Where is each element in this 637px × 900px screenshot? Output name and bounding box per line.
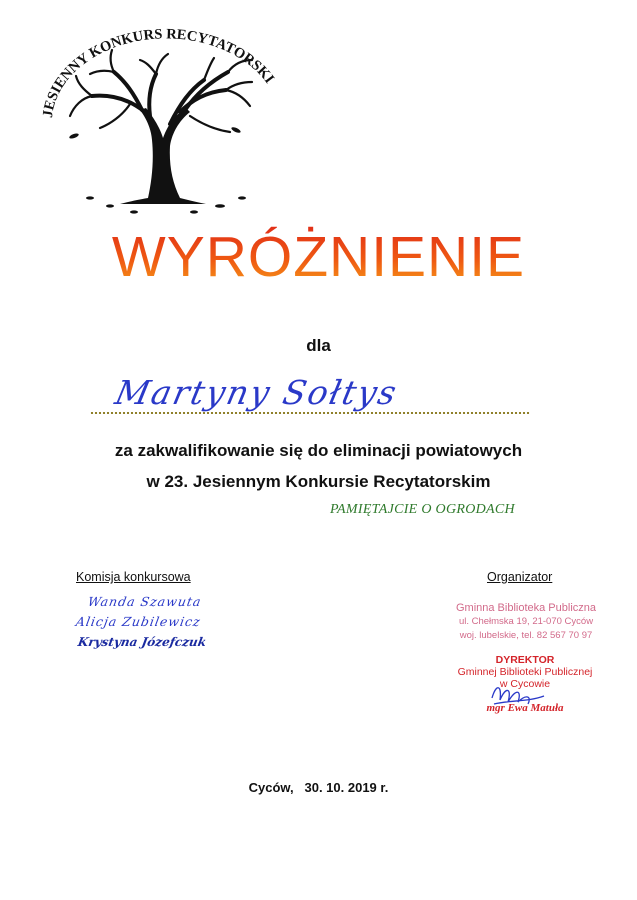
- name-dotted-line: [90, 412, 530, 414]
- stamp-line: ul. Chełmska 19, 21-070 Cyców: [458, 616, 594, 627]
- organizer-heading: Organizator: [487, 570, 553, 584]
- competition-motto: PAMIĘTAJCIE O OGRODACH: [330, 502, 515, 517]
- stamp-line: woj. lubelskie, tel. 82 567 70 97: [459, 630, 593, 641]
- jury-signature: Alicja Zubilewicz: [74, 614, 203, 629]
- recipient-name: Martyny Sołtys: [111, 373, 402, 412]
- place-and-date: [0, 780, 637, 795]
- director-line: Gminnej Biblioteki Publicznej: [457, 666, 593, 678]
- jury-signature: Wanda Szawuta: [86, 594, 203, 609]
- for-label: dla: [306, 336, 331, 355]
- logo-arc-text: JESIENNY KONKURS RECYTATORSKI: [39, 26, 278, 119]
- director-signature: [488, 678, 548, 708]
- jury-signature: Krystyna Józefczuk: [76, 635, 208, 649]
- description-line-2: w 23. Jesiennym Konkursie Recytatorskim: [146, 472, 491, 491]
- competition-logo: [30, 20, 290, 220]
- director-line: w Cycowie: [499, 678, 551, 690]
- director-name: mgr Ewa Matuła: [486, 702, 564, 714]
- certificate-title: WYRÓŻNIENIE: [0, 222, 637, 292]
- place: Cyców,: [248, 780, 294, 795]
- autumn-tree-icon: [69, 50, 252, 214]
- stamp-line: Gminna Biblioteka Publiczna: [455, 602, 597, 614]
- jury-heading: Komisja konkursowa: [76, 570, 191, 584]
- director-title: DYREKTOR: [495, 654, 555, 666]
- date: 30. 10. 2019 r.: [304, 780, 389, 795]
- library-stamp: [436, 601, 616, 643]
- description-line-1: za zakwalifikowanie się do eliminacji powiatowych: [114, 441, 523, 460]
